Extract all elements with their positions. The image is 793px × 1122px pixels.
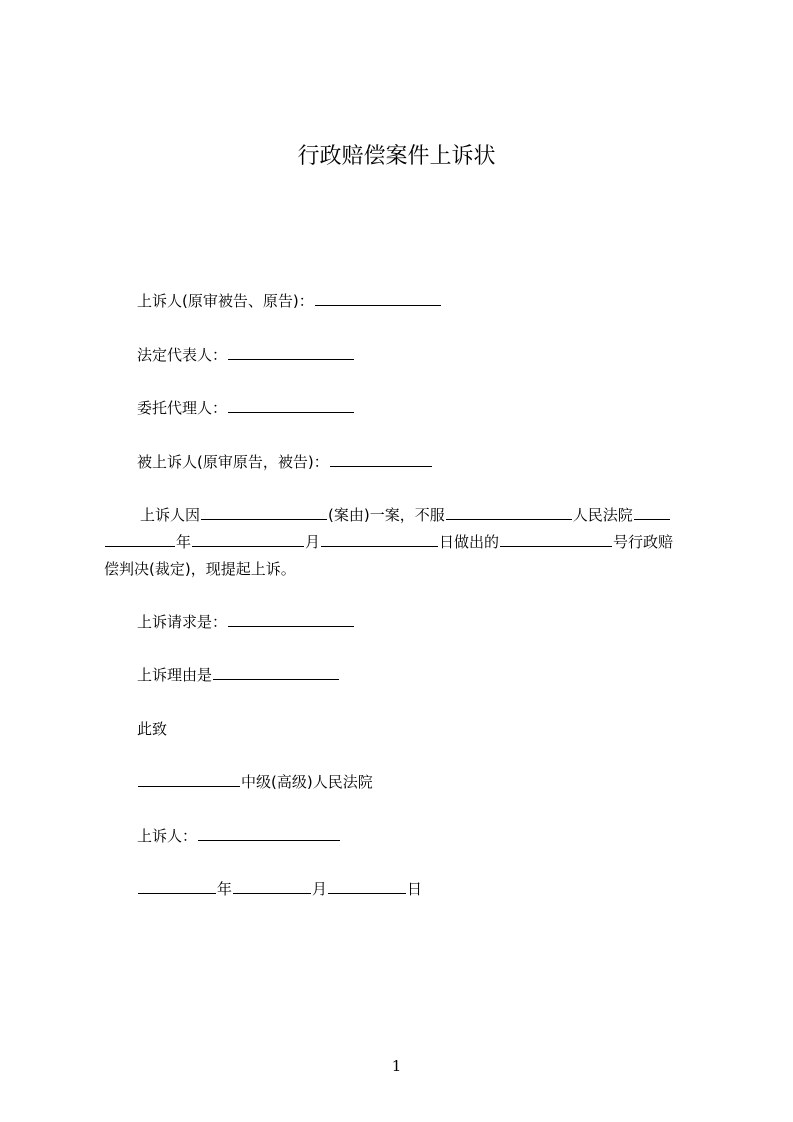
judgment-year-field-part1[interactable] (634, 505, 670, 520)
body-text-5: 月 (305, 533, 321, 551)
day-label: 日 (407, 880, 423, 898)
judgment-day-field[interactable] (321, 532, 438, 547)
reason-field[interactable] (213, 665, 339, 680)
month-field[interactable] (233, 879, 311, 894)
body-text-6: 日做出的 (439, 533, 500, 551)
body-text-2: (案由)一案，不服 (328, 506, 445, 524)
judgment-number-field[interactable] (500, 532, 612, 547)
case-cause-field[interactable] (201, 505, 327, 520)
appellant-line (137, 291, 442, 311)
legal-rep-label: 法定代表人： (137, 346, 228, 364)
body-line-3 (104, 559, 296, 579)
body-text-7: 号行政赔 (613, 533, 674, 551)
legal-rep-line (137, 345, 355, 365)
body-line-1 (140, 505, 671, 525)
judgment-month-field[interactable] (192, 532, 304, 547)
court-line (137, 772, 373, 792)
signer-field[interactable] (198, 826, 340, 841)
day-field[interactable] (328, 879, 406, 894)
body-text-3: 人民法院 (572, 506, 633, 524)
request-line (137, 612, 355, 632)
salutation: 此致 (137, 720, 168, 738)
court-label: 中级(高级)人民法院 (241, 773, 373, 791)
request-field[interactable] (228, 612, 354, 627)
appellee-field[interactable] (330, 452, 432, 467)
judgment-year-field[interactable] (105, 532, 175, 547)
salutation-line (137, 719, 167, 739)
agent-label: 委托代理人： (137, 399, 228, 417)
request-label: 上诉请求是： (137, 613, 228, 631)
signer-label: 上诉人： (137, 827, 198, 845)
body-text-1: 上诉人因 (140, 506, 201, 524)
appellant-label: 上诉人(原审被告、原告)： (137, 292, 314, 310)
appellee-label: 被上诉人(原审原告，被告)： (137, 453, 329, 471)
page-title: 行政赔偿案件上诉状 (297, 144, 496, 169)
appellee-line (137, 452, 433, 472)
agent-line (137, 398, 355, 418)
signer-line (137, 826, 341, 846)
court-name-field[interactable] (446, 505, 572, 520)
body-text-8: 偿判决(裁定)，现提起上诉。 (104, 560, 296, 578)
page-number: 1 (391, 1057, 402, 1075)
legal-rep-field[interactable] (228, 345, 354, 360)
body-line-2 (104, 532, 673, 552)
appellant-field[interactable] (315, 291, 441, 306)
court-field[interactable] (138, 772, 240, 787)
body-text-4: 年 (176, 533, 192, 551)
reason-line (137, 665, 340, 685)
date-line (137, 879, 422, 899)
agent-field[interactable] (228, 398, 354, 413)
month-label: 月 (312, 880, 328, 898)
reason-label: 上诉理由是 (137, 666, 213, 684)
year-label: 年 (217, 880, 233, 898)
year-field[interactable] (138, 879, 216, 894)
